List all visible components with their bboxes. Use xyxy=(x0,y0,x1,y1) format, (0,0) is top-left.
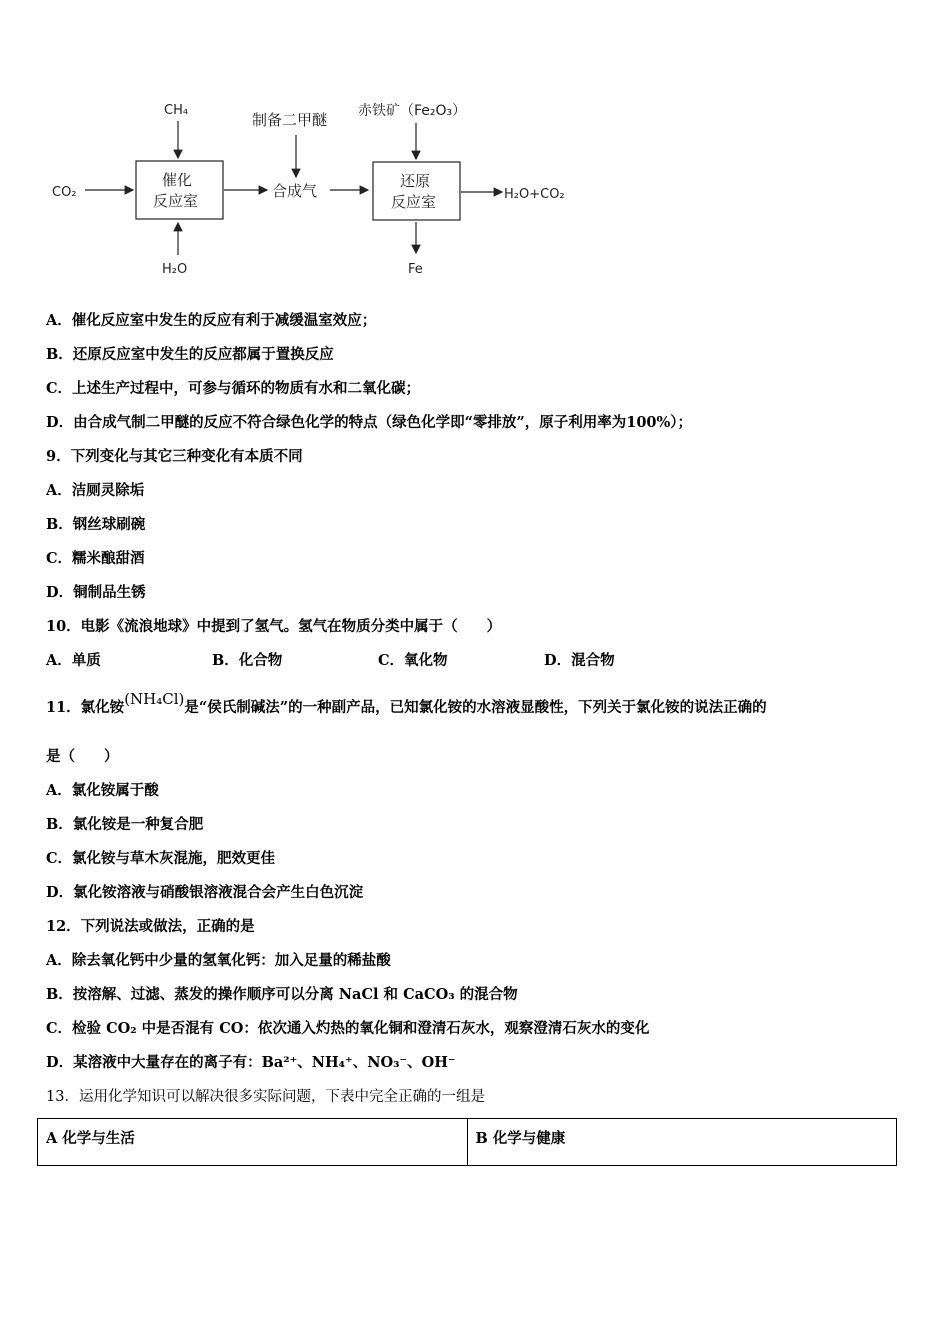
q12-option-a: A．除去氧化钙中少量的氢氧化钙：加入足量的稀盐酸 xyxy=(46,952,391,969)
q11-formula: (NH₄Cl) xyxy=(124,690,185,708)
q12-option-c: C．检验 CO₂ 中是否混有 CO：依次通入灼热的氧化铜和澄清石灰水，观察澄清石灰水的变化 xyxy=(46,1020,650,1037)
box1-line1: 催化 xyxy=(162,171,193,189)
q12-option-d-prefix: D．某溶液中大量存在的离子有： xyxy=(46,1054,262,1071)
q12-option-b: B．按溶解、过滤、蒸发的操作顺序可以分离 NaCl 和 CaCO₃ 的混合物 xyxy=(46,986,518,1003)
box2-line1: 还原 xyxy=(400,172,431,190)
q11-stem-cont: 是（ ） xyxy=(46,748,119,765)
input-co2-label: CO₂ xyxy=(52,185,77,200)
q11-option-b: B．氯化铵是一种复合肥 xyxy=(46,816,204,833)
q11-option-a: A．氯化铵属于酸 xyxy=(46,782,159,799)
table-row xyxy=(38,1119,897,1166)
q12-stem: 12．下列说法或做法，正确的是 xyxy=(46,918,255,935)
q11-stem-suffix: 是“侯氏制碱法”的一种副产品，已知氯化铵的水溶液显酸性，下列关于氯化铵的说法正确的 xyxy=(184,699,767,716)
q9-option-d: D．铜制品生锈 xyxy=(46,584,146,601)
q13-stem: 13．运用化学知识可以解决很多实际问题，下表中完全正确的一组是 xyxy=(46,1089,485,1105)
box1-line2: 反应室 xyxy=(153,192,199,210)
output-label: H₂O+CO₂ xyxy=(504,187,565,202)
q13-col-b: B 化学与健康 xyxy=(467,1119,897,1166)
input-h2o-label: H₂O xyxy=(162,262,188,277)
fe-label: Fe xyxy=(408,262,423,277)
q11-stem xyxy=(46,690,767,718)
hematite-label: 赤铁矿（Fe₂O₃） xyxy=(358,103,467,119)
q8-option-d: D．由合成气制二甲醚的反应不符合绿色化学的特点（绿色化学即“零排放”，原子利用率为100%）； xyxy=(46,414,693,431)
q10-options xyxy=(46,651,615,671)
q13-col-a: A 化学与生活 xyxy=(38,1119,468,1166)
q12-option-d-ions: Ba²⁺、NH₄⁺、NO₃⁻、OH⁻ xyxy=(261,1054,456,1071)
dme-label: 制备二甲醚 xyxy=(252,111,328,129)
q9-option-c: C．糯米酿甜酒 xyxy=(46,550,145,567)
q12-option-d xyxy=(46,1053,456,1073)
input-ch4-label: CH₄ xyxy=(164,103,189,118)
reduction-reactor-box xyxy=(373,162,460,220)
q8-option-c: C．上述生产过程中，可参与循环的物质有水和二氧化碳； xyxy=(46,380,421,397)
q11-option-d: D．氯化铵溶液与硝酸银溶液混合会产生白色沉淀 xyxy=(46,884,364,901)
q11-option-c: C．氯化铵与草木灰混施，肥效更佳 xyxy=(46,850,276,867)
syngas-label: 合成气 xyxy=(272,182,318,200)
box2-line2: 反应室 xyxy=(391,193,437,211)
q13-table xyxy=(37,1118,897,1166)
q9-stem: 9．下列变化与其它三种变化有本质不同 xyxy=(46,448,303,465)
q10-option-c: C．氧化物 xyxy=(378,652,448,669)
q10-option-d: D．混合物 xyxy=(544,652,615,669)
q8-option-a: A．催化反应室中发生的反应有利于减缓温室效应； xyxy=(46,312,377,329)
q9-option-a: A．洁厕灵除垢 xyxy=(46,482,145,499)
q8-option-b: B．还原反应室中发生的反应都属于置换反应 xyxy=(46,346,334,363)
process-flow-diagram xyxy=(40,95,600,290)
q10-option-b: B．化合物 xyxy=(212,652,283,669)
q9-option-b: B．钢丝球刷碗 xyxy=(46,516,146,533)
q10-option-a: A．单质 xyxy=(46,652,101,669)
catalytic-reactor-box xyxy=(136,161,223,219)
q11-stem-prefix: 11．氯化铵 xyxy=(46,699,125,716)
q10-stem: 10．电影《流浪地球》中提到了氢气。氢气在物质分类中属于（ ） xyxy=(46,618,502,635)
